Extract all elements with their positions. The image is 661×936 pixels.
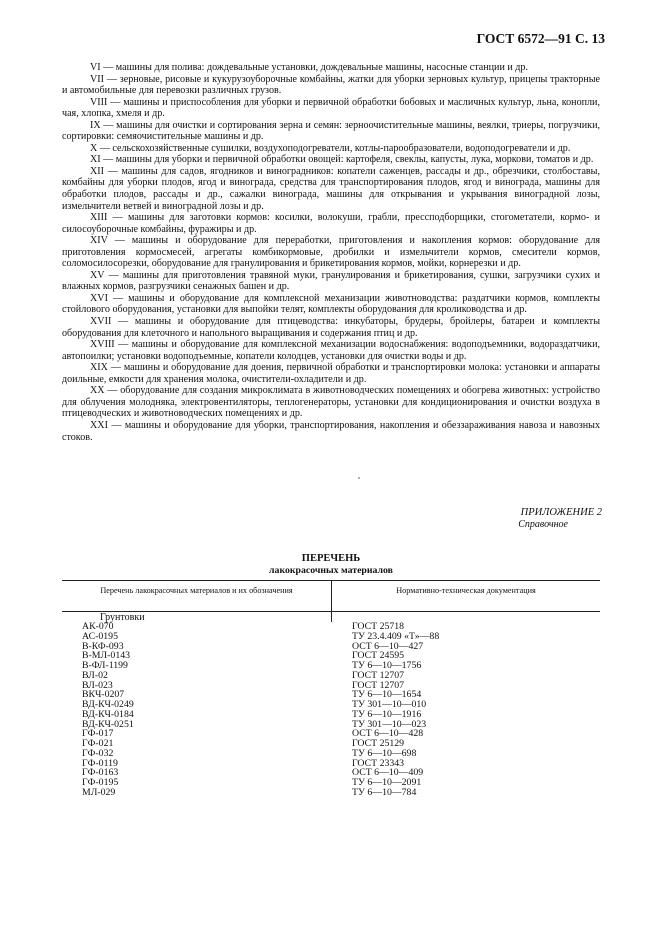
table-row-material: ВД-КЧ-0184	[82, 708, 134, 720]
list-subtitle: лакокрасочных материалов	[269, 565, 393, 576]
table-row-material: ГФ-0119	[82, 757, 118, 769]
column-divider	[331, 580, 332, 610]
paragraph: XII — машины для садов, ягодников и виноградников: копатели саженцев, рассады и др., обрезчики, столбоставы, комбайны для уборки плодов, ягод и винограда, средства для транспортирования плодов, ягод и винограда, машины для обработки плодов, рассады и др., сажалки винограда, машины для открывания и укрывания виноградной лозы, измельчители ветвей и виноградной лозы и др.	[62, 165, 600, 212]
group-label: Грунтовки	[100, 612, 145, 623]
paragraph: VIII — машины и приспособления для уборки и первичной обработки бобовых и масличных культур, льна, конопли, чая, хлопка, хмеля и др.	[62, 96, 600, 120]
appendix-label: ПРИЛОЖЕНИЕ 2	[520, 507, 602, 518]
page-header	[470, 31, 605, 47]
table-row-document: ТУ 6—10—2091	[352, 777, 422, 788]
table-row-document: ГОСТ 25129	[352, 738, 405, 749]
table-row-material: АК-070	[82, 621, 114, 632]
appendix-kind: Справочное	[518, 519, 568, 530]
table-row-document: ГОСТ 23343	[352, 757, 405, 769]
machine-categories-text	[62, 62, 600, 443]
column-header-documents: Нормативно-техническая документация	[396, 586, 536, 595]
table-row-document: ГОСТ 24595	[352, 650, 405, 662]
table-row-document: ГОСТ 12707	[352, 669, 405, 681]
table-row-material: ВЛ-02	[82, 669, 108, 681]
table-row-material: В-МЛ-0143	[82, 650, 131, 662]
table-row-material: ВЛ-023	[82, 679, 113, 691]
paragraph: VII — зерновые, рисовые и кукурузоуборочные комбайны, жатки для уборки зерновых культур, прицепы тракторные и автомобильные для перевозки различных грузов.	[62, 73, 600, 97]
table-row-material: В-ФЛ-1199	[82, 660, 128, 671]
table-row-document: ТУ 301—10—010	[352, 699, 427, 710]
table-row-material: В-КФ-093	[82, 640, 124, 652]
table-row-document: ТУ 301—10—023	[352, 718, 427, 730]
paragraph: XV — машины для приготовления травяной муки, гранулирования и брикетирования, сушки, загрузчики сухих и влажных кормов, разгрузчики сенажных башен и др.	[62, 269, 600, 293]
paragraph: XVII — машины и оборудование для птицеводства: инкубаторы, брудеры, бройлеры, батареи и комплекты оборудования для клеточного и напольного выращивания и содержания птиц и др.	[62, 316, 600, 339]
paragraph: XI — машины для уборки и первичной обработки овощей: картофеля, свеклы, капусты, лука, моркови, томатов и др.	[90, 154, 594, 166]
table-row-material: ВД-КЧ-0249	[82, 699, 134, 710]
table-row-document: ТУ 6—10—1916	[352, 708, 422, 720]
page-number: С. 13	[575, 31, 605, 46]
table-row-document: ТУ 6—10—1756	[352, 660, 422, 671]
paragraph: VI — машины для полива: дождевальные установки, дождевальные машины, насосные станции и др.	[90, 62, 528, 73]
paragraph: XIV — машины и оборудование для переработки, приготовления и накопления кормов: оборудование для приготовления кормосмесей, агрегаты комбикормовые, дробилки и измельчители кормов, смесители кормов, соломосилосорезки, оборудование для гранулирования и брикетирования кормов, мойки, корнерезки и др.	[62, 235, 600, 270]
table-row-document: ОСТ 6—10—409	[352, 767, 424, 779]
paragraph: XVIII — машины и оборудование для комплексной механизации водоснабжения: водоподъемники, водораздатчики, автопоилки; установки водоподъемные, копатели колодцев, установки для очистки воды и др.	[62, 339, 600, 362]
paragraph: X — сельскохозяйственные сушилки, воздухоподогреватели, котлы-парообразователи, водоподогреватели и др.	[90, 142, 571, 154]
table-row-document: ТУ 6—10—698	[352, 747, 417, 759]
table-row-document: ГОСТ 12707	[352, 679, 405, 691]
table-row-material: ВКЧ-0207	[82, 689, 125, 701]
list-title-block	[62, 553, 600, 577]
table-row-material: ГФ-0163	[82, 767, 119, 779]
column-divider	[331, 610, 332, 622]
table-row-document: ТУ 6—10—784	[352, 786, 417, 798]
standard-number: ГОСТ 6572—91	[476, 31, 572, 46]
table-row-material: ГФ-032	[82, 747, 114, 759]
materials-column	[82, 622, 134, 798]
table-row-material: АС-0195	[82, 630, 118, 642]
table-row-material: ВД-КЧ-0251	[82, 718, 134, 730]
table-row-document: ГОСТ 25718	[352, 621, 405, 632]
table-row-document: ТУ 23.4.409 «Т»—88	[352, 630, 440, 642]
documents-column	[352, 622, 439, 798]
table-row-material: ГФ-021	[82, 738, 114, 749]
paragraph: IX — машины для очистки и сортирования зерна и семян: зерноочистительные машины, веялки, триеры, погрузчики, сортировки: семяочистительные машины и др.	[62, 119, 600, 143]
scan-speck	[358, 477, 360, 479]
column-header-materials: Перечень лакокрасочных материалов и их обозначения	[100, 586, 293, 595]
table-row-material: МЛ-029	[82, 786, 116, 798]
appendix-heading	[470, 507, 602, 531]
table-row-material: ГФ-0195	[82, 777, 119, 788]
paragraph: XIII — машины для заготовки кормов: косилки, волокуши, грабли, пресcподборщики, стогометатели, кормо- и силосоуборочные комбайны, фуражиры и др.	[62, 212, 600, 235]
list-title: ПЕРЕЧЕНЬ	[301, 553, 361, 564]
table-row-material: ГФ-017	[82, 728, 114, 740]
table-row-document: ОСТ 6—10—427	[352, 640, 424, 652]
paragraph: XX — оборудование для создания микроклимата в животноводческих помещениях и обогрева животных: устройство для облучения молодняка, электровентиляторы, теплогенераторы, установки для кондиционирования и очистки воздуха в птицеводческих и животноводческих помещениях и др.	[62, 385, 600, 420]
paragraph: XXI — машины и оборудование для уборки, транспортирования, накопления и обеззараживания навоза и навозных стоков.	[62, 419, 600, 443]
paragraph: XIX — машины и оборудование для доения, первичной обработки и транспортировки молока: установки и аппараты доильные, емкости для хранения молока, очистители-охладители и др.	[62, 362, 600, 385]
paragraph: XVI — машины и оборудование для комплексной механизации животноводства: раздатчики кормов, комплекты стойлового оборудования, установки для выпойки телят, комплекты оборудования для кролиководства и др.	[62, 292, 600, 316]
table-row-document: ТУ 6—10—1654	[352, 689, 422, 701]
table-row-document: ОСТ 6—10—428	[352, 728, 424, 740]
